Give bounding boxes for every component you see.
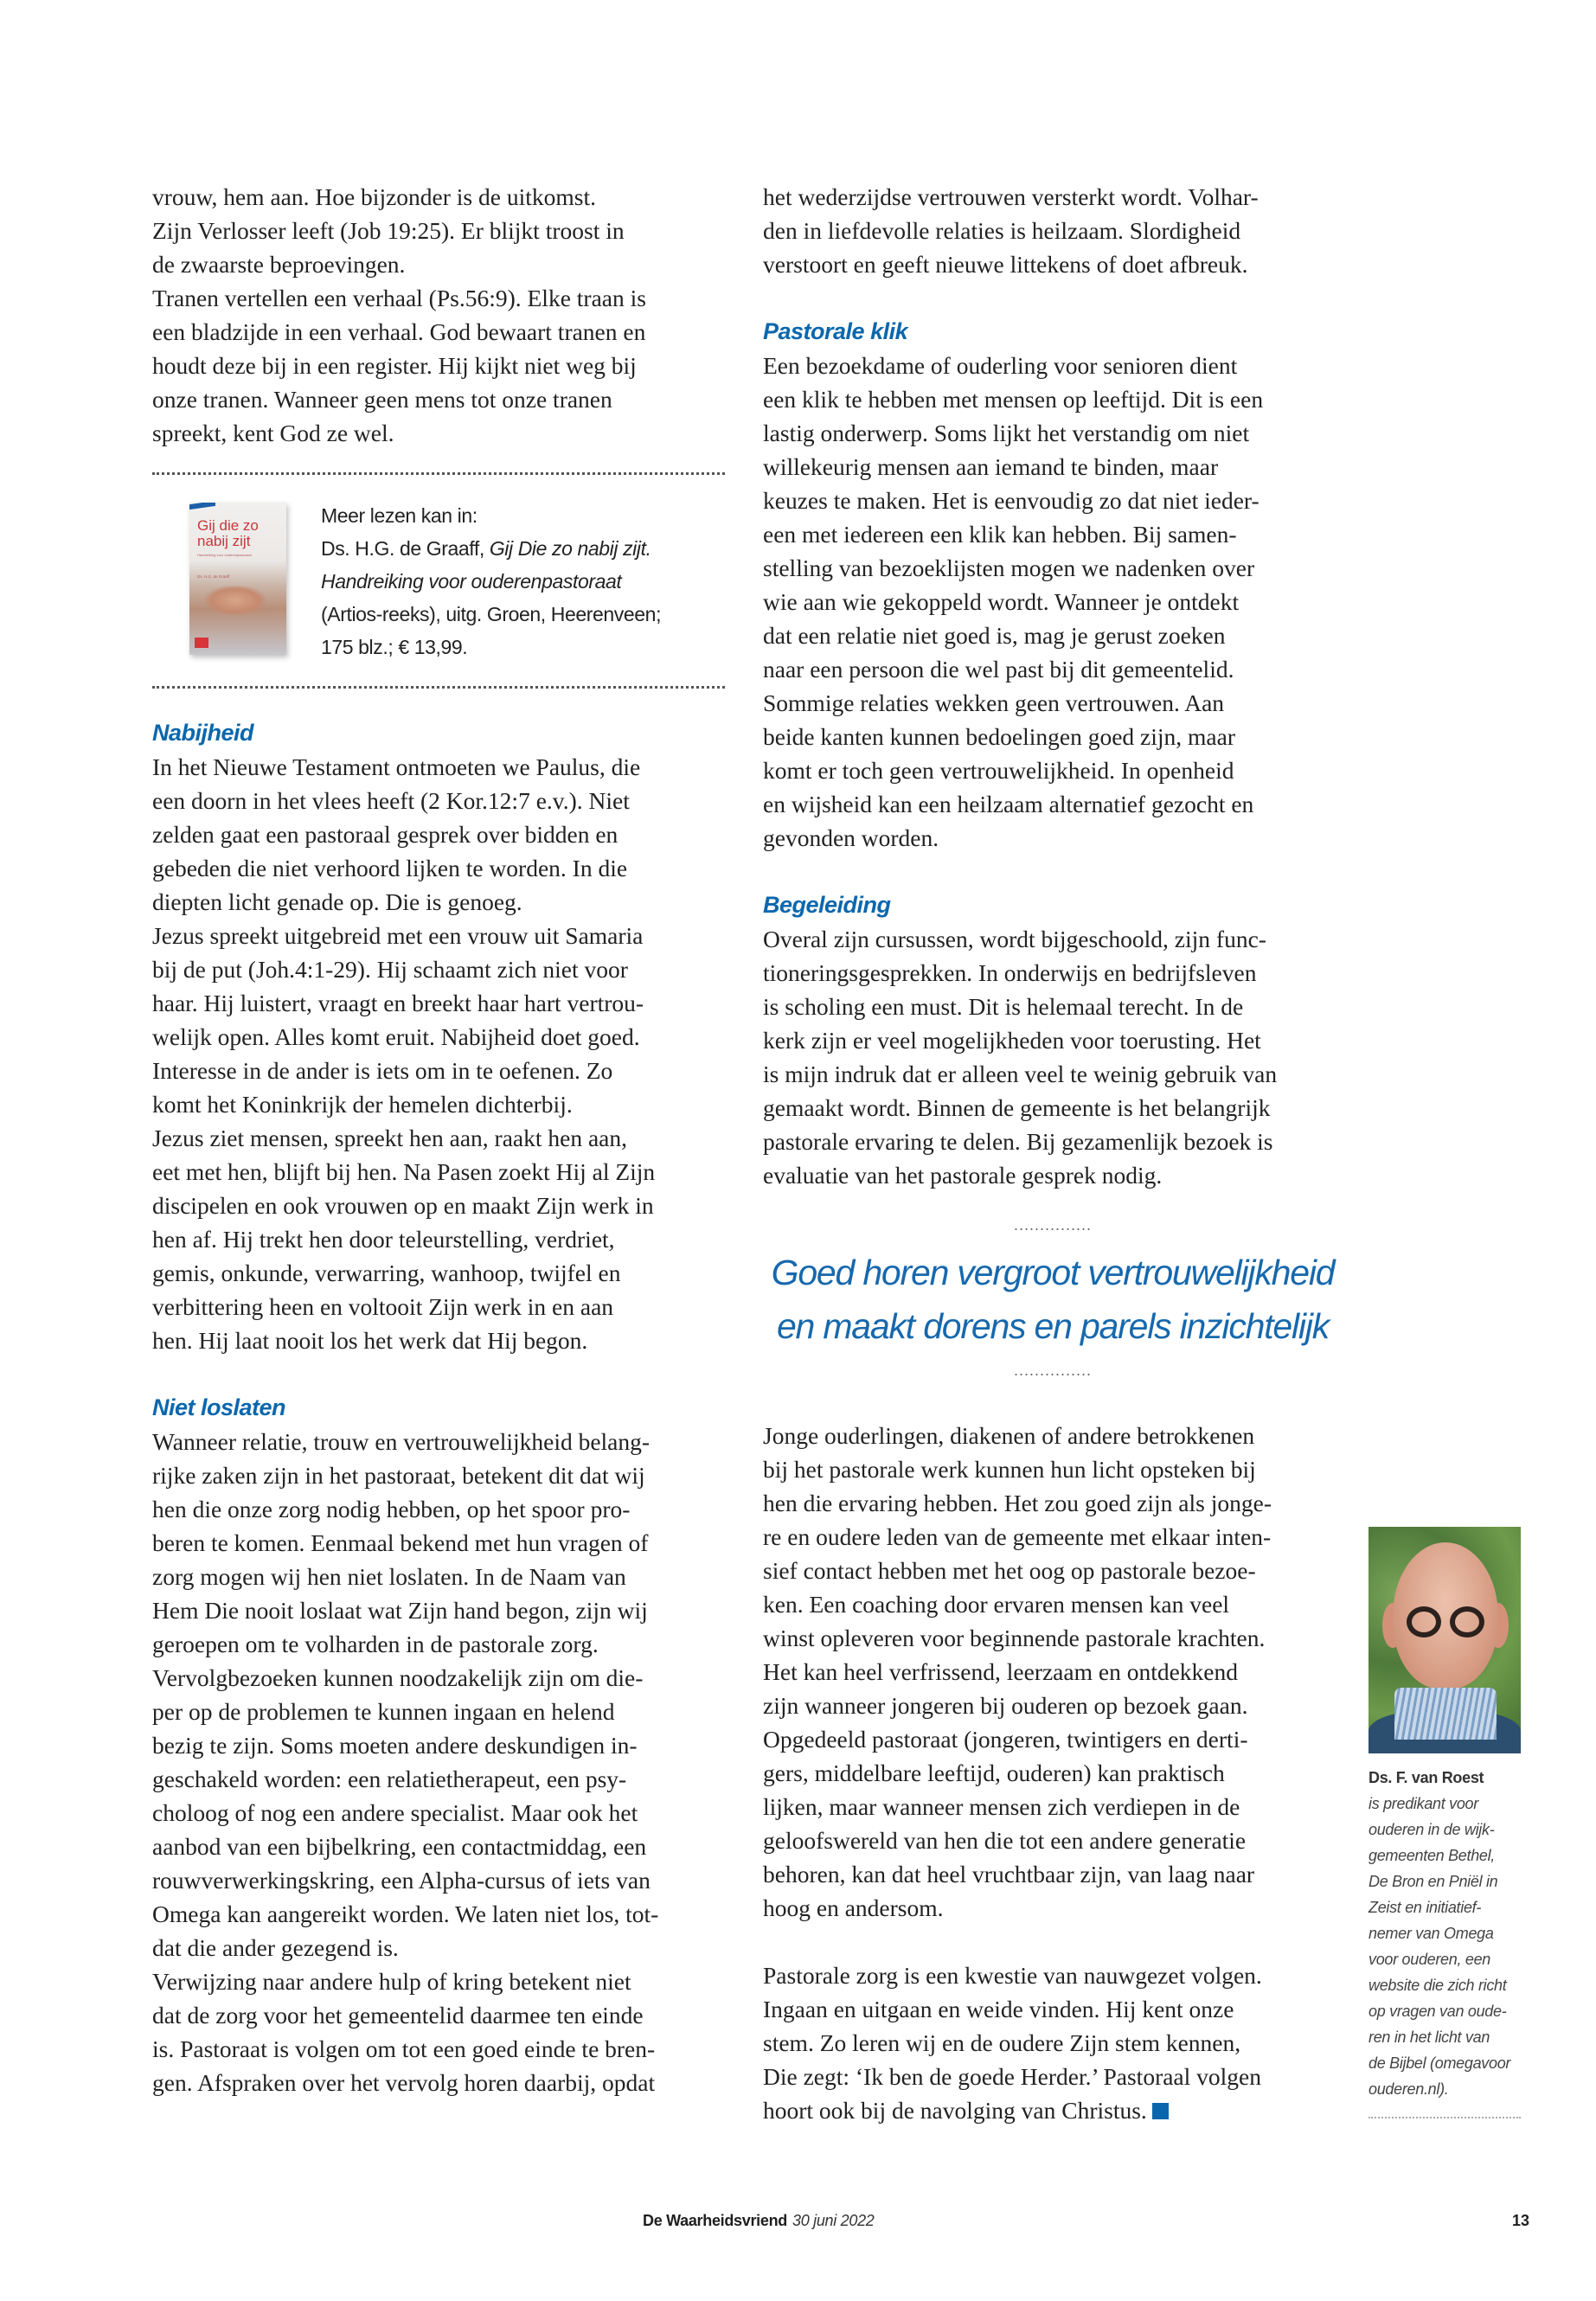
pull-quote-block (763, 1192, 1343, 1379)
text-line: zorg mogen wij hen niet loslaten. In de Naam van (152, 1563, 626, 1590)
text-line: de Bijbel (omegavoor (1368, 2054, 1511, 2072)
text-line: stem. Zo leren wij en de oudere Zijn stem kennen, (763, 2029, 1241, 2056)
text-line: ouderen.nl). (1368, 2080, 1449, 2098)
section-niet-loslaten (152, 1391, 732, 2099)
issue-date: 30 juni 2022 (792, 2212, 875, 2229)
text-line: is predikant voor (1368, 1795, 1478, 1812)
text-line: verbittering heen en voltooit Zijn werk in en aan (152, 1293, 614, 1320)
text-line: Jonge ouderlingen, diakenen of andere betrokkenen (763, 1422, 1255, 1449)
text-line: naar een persoon die wel past bij dit gemeentelid. (763, 656, 1234, 683)
author-divider (1368, 2117, 1521, 2118)
text-line: Omega kan aangereikt worden. We laten niet los, tot- (152, 1900, 659, 1927)
cover-hands-photo (205, 586, 266, 615)
text-line: Tranen vertellen een verhaal (Ps.56:9). Elke traan is (152, 285, 646, 311)
text-line: is. Pastoraat is volgen om tot een goed einde te bren- (152, 2035, 656, 2062)
author-description (1368, 1791, 1521, 2102)
cover-title: Gij die zo nabij zijt (197, 517, 259, 549)
text-line: nemer van Omega (1368, 1925, 1494, 1942)
right-column (763, 180, 1343, 2127)
text-line: het wederzijdse vertrouwen versterkt wordt. Volhar- (763, 183, 1259, 210)
cover-corner-accent (189, 503, 215, 510)
pull-quote-line: en maakt dorens en parels inzichtelijk (776, 1306, 1330, 1346)
text-line: Pastorale zorg is een kwestie van nauwgezet volgen. (763, 1962, 1262, 1989)
text-line: geloofswereld van hen die tot een andere generatie (763, 1827, 1247, 1854)
text-line: De Bron en Pniël in (1368, 1873, 1498, 1890)
glasses-icon (1407, 1606, 1441, 1638)
text-line: sief contact hebben met het oog op pastorale bezoe- (763, 1557, 1256, 1584)
end-of-article-square-icon (1152, 2103, 1169, 2119)
text-line: rijke zaken zijn in het pastoraat, betekent dit dat wij (152, 1462, 645, 1489)
section-heading: Nabijheid (152, 720, 254, 746)
text-line: evaluatie van het pastorale gesprek nodig. (763, 1162, 1163, 1189)
section-body (763, 922, 1343, 1192)
section-heading: Pastorale klik (763, 318, 908, 344)
text-line: keuzes te maken. Het is eenvoudig zo dat niet ieder- (763, 487, 1259, 514)
cover-author: Ds. H.G. de Graaff (197, 574, 230, 579)
text-line: ren in het licht van (1368, 2029, 1490, 2046)
text-line: haar. Hij luistert, vraagt en breekt haar hart vertrou- (152, 990, 644, 1016)
text-line: onze tranen. Wanneer geen mens tot onze tranen (152, 386, 612, 413)
text-line: pastorale ervaring te delen. Bij gezamenlijk bezoek is (763, 1128, 1273, 1155)
text-line: de zwaarste beproevingen. (152, 251, 406, 278)
intro-paragraph (152, 180, 732, 450)
text-line: gevonden worden. (763, 824, 939, 851)
book-recommendation-box (152, 472, 725, 689)
book-intro: Meer lezen kan in: (321, 504, 478, 527)
text-line: Vervolgbezoeken kunnen noodzakelijk zijn om die- (152, 1664, 644, 1691)
text-line: kerk zijn er veel mogelijkheden voor toerusting. Het (763, 1027, 1261, 1054)
text-line: houdt deze bij in een register. Hij kijkt niet weg bij (152, 352, 637, 379)
text-line: gemis, onkunde, verwarring, wanhoop, twijfel en (152, 1259, 621, 1286)
section-heading: Begeleiding (763, 892, 891, 918)
text-line: website die zich richt (1368, 1977, 1507, 1994)
text-line: is mijn indruk dat er alleen veel te weinig gebruik van (763, 1061, 1278, 1087)
dotted-divider: ............... (1013, 1362, 1092, 1379)
text-line: ouderen in de wijk- (1368, 1821, 1495, 1838)
text-line: per op de problemen te kunnen ingaan en helend (152, 1698, 615, 1725)
text-line: bij het pastorale werk kunnen hun licht opsteken bij (763, 1456, 1256, 1483)
book-title: Gij Die zo nabij zijt. (489, 537, 651, 560)
pull-quote (763, 1234, 1343, 1362)
text-line: Zijn Verlosser leeft (Job 19:25). Er blijkt troost in (152, 217, 625, 244)
text-line: geroepen om te volharden in de pastorale zorg. (152, 1631, 599, 1657)
text-line: Interesse in de ander is iets om in te oefenen. Zo (152, 1057, 613, 1084)
section-body (763, 349, 1343, 855)
text-line: en wijsheid kan een heilzaam alternatief gezocht en (763, 791, 1254, 817)
text-line: Wanneer relatie, trouw en vertrouwelijkheid belang- (152, 1428, 651, 1455)
section-pastorale-klik (763, 315, 1343, 855)
text-line: lijken, maar wanneer mensen zich verdiepen in de (763, 1793, 1240, 1820)
page-number: 13 (1512, 2212, 1530, 2229)
text-line: rouwverwerkingskring, een Alpha-cursus of iets van (152, 1867, 651, 1894)
text-line: hoog en andersom. (763, 1894, 944, 1921)
author-bio (1368, 1765, 1521, 2102)
text-line: discipelen en ook vrouwen op en maakt Zijn werk in (152, 1192, 654, 1219)
text-line: is scholing een must. Dit is helemaal terecht. In de (763, 993, 1244, 1020)
text-line: Sommige relaties wekken geen vertrouwen. Aan (763, 689, 1225, 716)
closing-paragraph (763, 1958, 1343, 2127)
text-line: beren te komen. Eenmaal bekend met hun vragen of (152, 1529, 649, 1556)
text-line: een klik te hebben met mensen op leeftijd. Dit is een (763, 386, 1264, 413)
section-body (152, 750, 732, 1357)
text-line: gemeenten Bethel, (1368, 1847, 1496, 1864)
pull-quote-line: Goed horen vergroot vertrouwelijkheid (771, 1253, 1335, 1292)
text-line: welijk open. Alles komt eruit. Nabijheid doet goed. (152, 1023, 640, 1050)
text-line: zijn wanneer jongeren bij ouderen op bezoek gaan. (763, 1692, 1248, 1719)
text-line: spreekt, kent God ze wel. (152, 420, 394, 446)
book-price: 175 blz.; € 13,99. (321, 636, 468, 658)
text-line: ken. Een coaching door ervaren mensen kan veel (763, 1591, 1230, 1618)
text-line: re en oudere leden van de gemeente met elkaar inten- (763, 1523, 1272, 1550)
text-line-last: hoort ook bij de navolging van Christus. (763, 2093, 1343, 2127)
text-line: komt er toch geen vertrouwelijkheid. In openheid (763, 757, 1234, 784)
text-line: dat die ander gezegend is. (152, 1934, 399, 1961)
text-line: stelling van bezoeklijsten mogen we nadenken over (763, 554, 1255, 581)
text-line: lastig onderwerp. Soms lijkt het verstandig om niet (763, 420, 1250, 446)
text-line: zelden gaat een pastoraal gesprek over bidden en (152, 821, 619, 848)
text-line: Opgedeeld pastoraat (jongeren, twintigers en derti- (763, 1726, 1248, 1753)
book-subtitle: Handreiking voor ouderenpastoraat (321, 570, 622, 593)
book-cover-image (189, 503, 286, 655)
section-begeleiding (763, 888, 1343, 1192)
text-line: willekeurig mensen aan iemand te binden, maar (763, 453, 1219, 480)
section-nabijheid (152, 716, 732, 1357)
text-line: aanbod van een bijbelkring, een contactmiddag, een (152, 1833, 647, 1860)
dotted-divider: ............... (1013, 1216, 1092, 1234)
text-line: vrouw, hem aan. Hoe bijzonder is de uitkomst. (152, 183, 596, 210)
text-line: een bladzijde in een verhaal. God bewaart tranen en (152, 318, 646, 345)
book-publisher: (Artios-reeks), uitg. Groen, Heerenveen; (321, 603, 662, 625)
text-line: voor ouderen, een (1368, 1951, 1491, 1968)
text-line: op vragen van oude- (1368, 2003, 1507, 2020)
text-line: komt het Koninkrijk der hemelen dichterbij. (152, 1091, 573, 1118)
text-line: hen die ervaring hebben. Het zou goed zijn als jonge- (763, 1490, 1272, 1516)
text-line: den in liefdevolle relaties is heilzaam. Slordigheid (763, 217, 1241, 244)
text-line: dat een relatie niet goed is, mag je gerust zoeken (763, 622, 1226, 649)
section-heading: Niet loslaten (152, 1394, 286, 1420)
text-line: een met iedereen een klik kan hebben. Bij samen- (763, 521, 1237, 548)
text-line: bezig te zijn. Soms moeten andere deskundigen in- (152, 1732, 638, 1759)
text-line: dat de zorg voor het gemeentelid daarmee ten einde (152, 2002, 644, 2029)
book-author-title (321, 532, 661, 565)
text-line: diepten licht genade op. Die is genoeg. (152, 888, 522, 915)
after-quote-paragraph (763, 1419, 1343, 1925)
text-line: Ingaan en uitgaan en weide vinden. Hij kent onze (763, 1996, 1234, 2022)
text-line: Zeist en initiatief- (1368, 1899, 1482, 1916)
text-line: Het kan heel verfrissend, leerzaam en ontdekkend (763, 1658, 1238, 1685)
text-line: choloog of nog een andere specialist. Maar ook het (152, 1799, 638, 1826)
text-line: verstoort en geeft nieuwe littekens of doet afbreuk. (763, 251, 1248, 278)
page-footer (643, 2212, 875, 2230)
text-line: gers, middelbare leeftijd, ouderen) kan praktisch (763, 1759, 1225, 1786)
text-line: hen. Hij laat nooit los het werk dat Hij begon. (152, 1327, 588, 1354)
text-line: Een bezoekdame of ouderling voor senioren dient (763, 352, 1238, 379)
publisher-logo-icon (195, 638, 208, 648)
text-line: een doorn in het vlees heeft (2 Kor.12:7 e.v.). Niet (152, 787, 630, 814)
text-line: bij de put (Joh.4:1-29). Hij schaamt zich niet voor (152, 956, 628, 983)
text-line: eet met hen, blijft bij hen. Na Pasen zoekt Hij al Zijn (152, 1158, 656, 1185)
text-line: behoren, kan dat heel vruchtbaar zijn, van laag naar (763, 1861, 1255, 1888)
author-photo (1368, 1527, 1521, 1753)
cover-subtitle: Handreiking voor ouderenpastoraat (197, 553, 252, 557)
left-column (152, 180, 732, 2099)
text-line: wie aan wie gekoppeld wordt. Wanneer je ontdekt (763, 588, 1240, 615)
text-line: winst opleveren voor beginnende pastorale krachten. (763, 1625, 1266, 1651)
text-line: Jezus spreekt uitgebreid met een vrouw uit Samaria (152, 922, 644, 949)
book-author: Ds. H.G. de Graaff, (321, 537, 490, 560)
text-line: Die zegt: ‘Ik ben de goede Herder.’ Pastoraal volgen (763, 2063, 1261, 2090)
intro-paragraph (763, 180, 1343, 281)
text-line: hen die onze zorg nodig hebben, op het spoor pro- (152, 1496, 631, 1522)
text-line: Overal zijn cursussen, wordt bijgeschoold, zijn func- (763, 926, 1266, 952)
text-line: tioneringsgesprekken. In onderwijs en bedrijfsleven (763, 959, 1257, 986)
author-name: Ds. F. van Roest (1368, 1769, 1484, 1786)
text-line: geschakeld worden: een relatietherapeut, een psy- (152, 1766, 627, 1792)
text-line: hen af. Hij trekt hen door teleurstelling, verdriet, (152, 1226, 615, 1253)
book-reference (321, 499, 661, 663)
text-line: beide kanten kunnen bedoelingen goed zijn, maar (763, 723, 1235, 750)
section-body (152, 1425, 732, 2099)
text-line: In het Nieuwe Testament ontmoeten we Paulus, die (152, 753, 641, 780)
text-line: Jezus ziet mensen, spreekt hen aan, raakt hen aan, (152, 1125, 627, 1151)
text-line: Hem Die nooit loslaat wat Zijn hand begon, zijn wij (152, 1597, 648, 1624)
text-line: gebeden die niet verhoord lijken te worden. In die (152, 855, 628, 881)
text-line: gen. Afspraken over het vervolg horen daarbij, opdat (152, 2069, 656, 2096)
text-line: Verwijzing naar andere hulp of kring betekent niet (152, 1968, 631, 1995)
publication-name: De Waarheidsvriend (643, 2212, 787, 2229)
text-line: gemaakt wordt. Binnen de gemeente is het belangrijk (763, 1094, 1271, 1121)
